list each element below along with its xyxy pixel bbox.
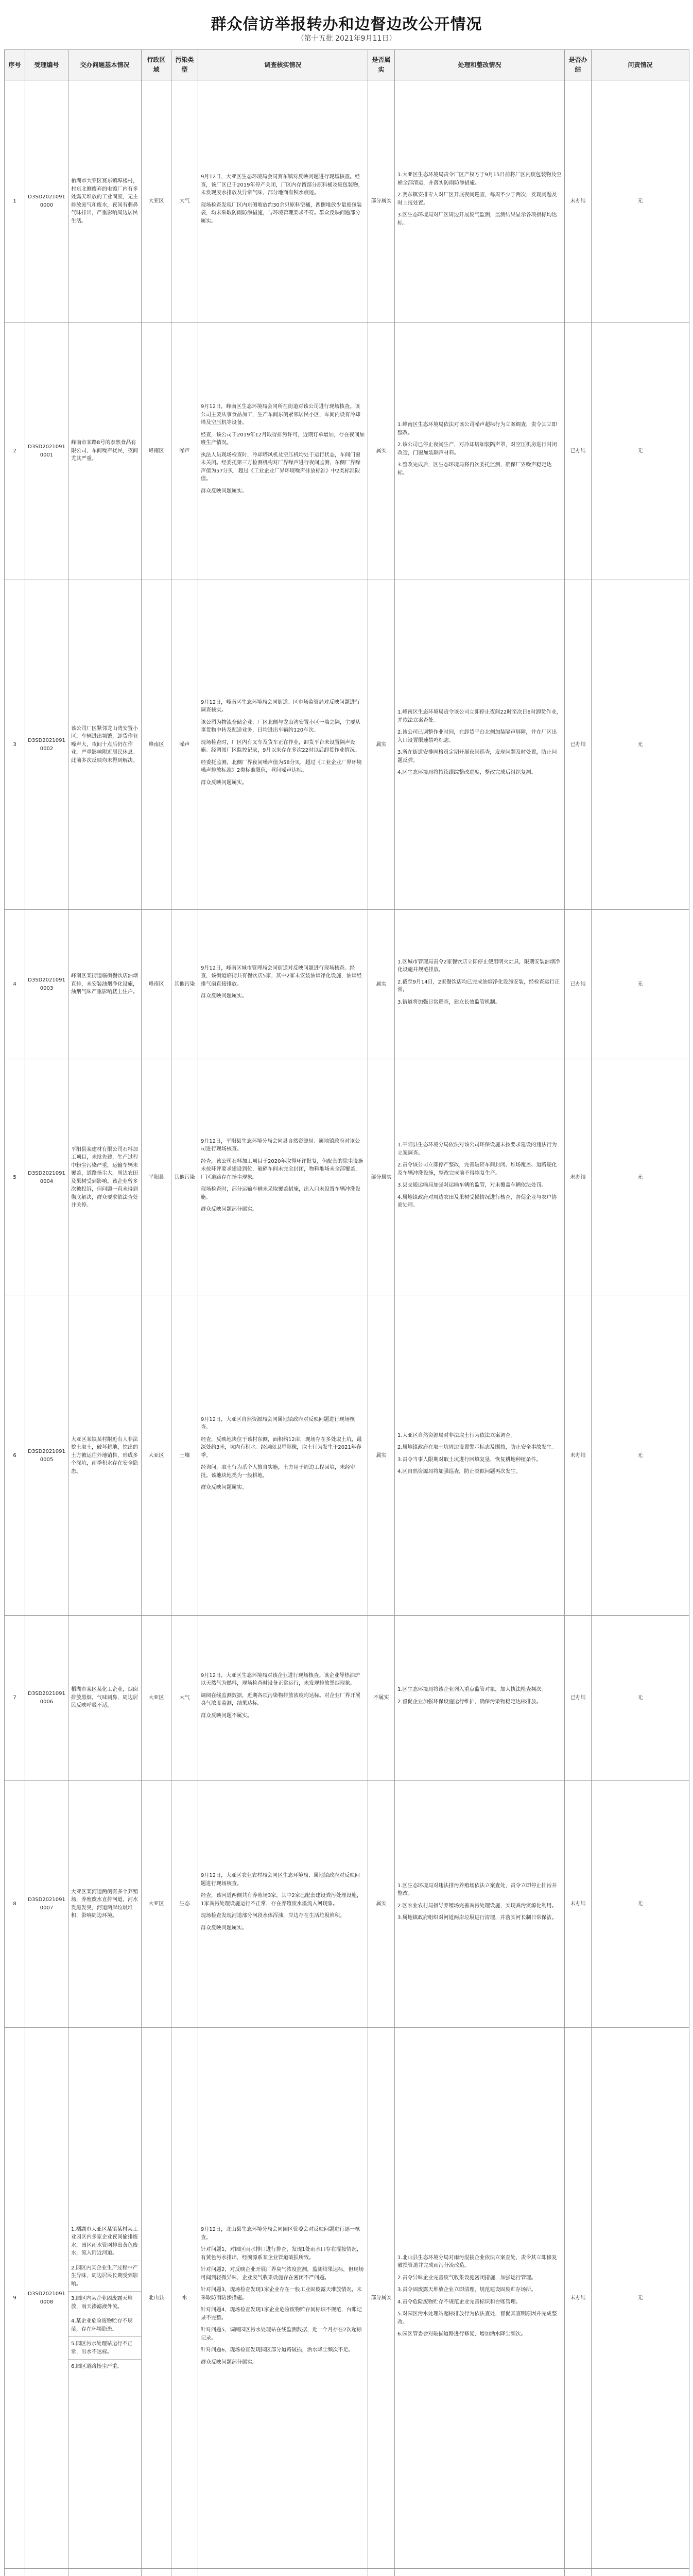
handling-paragraph: 2.赛东镇安排专人对厂区开展夜间巡查，每周不少于两次，发现问题及时上报处置。	[397, 192, 557, 206]
verification-paragraph: 针对问题3，现场检查发现1家企业存在一般工业固废露天堆放情况，未采取防雨防渗措施。	[201, 2287, 362, 2301]
header-cell: 是否办结	[565, 50, 592, 80]
verification-paragraph: 经查，该公司于2019年12月取得排污许可，近期订单增加，存在夜间加班生产情况。	[201, 432, 365, 446]
pollution-type: 土壤	[171, 1296, 198, 1616]
handling-paragraph: 1.区生态环境局对违法排污养殖场依法立案查处，责令立即停止排污并整改。	[397, 1883, 557, 1896]
table-row	[5, 1296, 689, 1616]
handling	[395, 2028, 565, 2569]
issue-description	[68, 2028, 142, 2569]
handling	[395, 1296, 565, 1616]
table-row	[5, 580, 689, 910]
truth-status: 属实	[368, 323, 395, 580]
verification-paragraph: 9月12日，大亚区农业农村局会同区生态环境局、属地镇政府对反映问题进行现场核查。	[201, 1873, 360, 1887]
completion-status: 已办结	[565, 1616, 592, 1781]
truth-status: 部分属实	[368, 1059, 395, 1296]
completion-status: 未办结	[565, 1059, 592, 1296]
verification-paragraph: 针对问题5，调阅园区污水处理站在线监测数据，近一个月存在2次超标记录。	[201, 2327, 362, 2341]
truth-status: 部分属实	[368, 2028, 395, 2569]
verification-paragraph: 9月12日，大亚区生态环境局会同赛东镇对反映问题进行现场核查。经查，该厂区已于2019年停产关闭，厂区内存留部分原料桶及废包装物，未发现废水排放及异常气味，部分地面有积水痕迹。	[201, 174, 363, 196]
header-cell: 交办问题基本情况	[68, 50, 142, 80]
pollution-type: 噪声	[171, 580, 198, 910]
pollution-type: 其他污染	[171, 910, 198, 1059]
handling-paragraph: 4.区自然资源局将加强巡查，防止类似问题再次发生。	[397, 1469, 521, 1475]
row-number: 3	[5, 580, 25, 910]
row-number: 2	[5, 323, 25, 580]
region: 峰南区	[142, 580, 171, 910]
region: 大亚区	[142, 1296, 171, 1616]
completion-status: 未办结	[565, 1296, 592, 1616]
verification	[198, 1059, 368, 1296]
verification	[198, 2569, 368, 2576]
handling-paragraph: 3.街道将加强日常巡查，建立长效监管机制。	[397, 999, 500, 1005]
completion-status	[565, 2569, 592, 2576]
issue-description	[68, 2569, 142, 2576]
handling-paragraph: 1.峰南区生态环境局责令该公司立即停止夜间22时至次日6时卸货作业，并依法立案查处。	[397, 709, 562, 723]
handling-paragraph: 3.责令当事人限期对取土坑进行回填复垦，恢复耕地种植条件。	[397, 1456, 542, 1463]
handling	[395, 80, 565, 323]
header-cell: 行政区域	[142, 50, 171, 80]
handling	[395, 1616, 565, 1781]
accountability: 无	[592, 80, 689, 323]
verification-paragraph: 群众反映问题属实。	[201, 1925, 247, 1931]
verification-paragraph: 9月12日，大亚区自然资源局会同属地镇政府对反映问题进行现场核查。	[201, 1416, 355, 1430]
verification-paragraph: 现场检查时，部分运输车辆未采取覆盖措施，出入口未设置车辆冲洗设施。	[201, 1187, 360, 1200]
pollution-type: 大气	[171, 1616, 198, 1781]
header-cell: 受理编号	[25, 50, 68, 80]
region: 北山县	[142, 2028, 171, 2569]
handling-paragraph: 3.县交通运输局加强对运输车辆的监管，对未覆盖车辆依法处罚。	[397, 1182, 547, 1189]
verification-paragraph: 调阅在线监测数据，近期各项污染物排放浓度均达标。对企业厂界开展臭气浓度监测，结果达标。	[201, 1692, 360, 1707]
handling-paragraph: 2.属地镇政府在取土坑周边设置警示标志及围挡，防止安全事故发生。	[397, 1445, 557, 1450]
handling-paragraph: 2.督促企业加强环保设施运行维护，确保污染物稳定达标排放。	[397, 1699, 542, 1705]
truth-status: 属实	[368, 910, 395, 1059]
pollution-type: 大气	[171, 80, 198, 323]
table-row	[5, 1616, 689, 1781]
header-cell: 问责情况	[592, 50, 689, 80]
case-code	[25, 2569, 68, 2576]
case-code: D3SD20210910008	[25, 2028, 68, 2569]
handling-paragraph: 2.区农业农村局指导养殖场完善粪污处理设施，实现粪污资源化利用。	[397, 1903, 557, 1909]
table-row	[5, 910, 689, 1059]
row-number: 6	[5, 1296, 25, 1616]
row-number: 7	[5, 1616, 25, 1781]
case-code: D3SD20210910002	[25, 580, 68, 910]
verification	[198, 1781, 368, 2028]
accountability: 无	[592, 1296, 689, 1616]
row-number: 4	[5, 910, 25, 1059]
region: 平阳县	[142, 1059, 171, 1296]
region: 大亚区	[142, 80, 171, 323]
pollution-type: 水	[171, 2028, 198, 2569]
issue-description: 大亚区某镇某村附近有人非法挖土取土，破坏耕地，挖出的土方被运往外地销售，形成多个深坑，雨季积水存在安全隐患。	[68, 1296, 142, 1616]
accountability: 无	[592, 1059, 689, 1296]
accountability: 无	[592, 1616, 689, 1781]
verification	[198, 910, 368, 1059]
truth-status: 属实	[368, 580, 395, 910]
accountability: 无	[592, 323, 689, 580]
handling-paragraph: 1.大亚区生态环境局责令厂区产权方于9月15日前将厂区内废包装物及空桶全部清运，并落实防雨防渗措施。	[397, 172, 562, 186]
verification-paragraph: 群众反映问题部分属实。	[201, 2359, 257, 2365]
verification	[198, 80, 368, 323]
handling-paragraph: 1.平阳县生态环境分局依法对该公司环保设施未按要求建设的违法行为立案调查。	[397, 1142, 557, 1156]
header-cell: 污染类型	[171, 50, 198, 80]
table-row	[5, 2569, 689, 2576]
pollution-type: 噪声	[171, 323, 198, 580]
pollution-type: 生态	[171, 1781, 198, 2028]
accountability: 无	[592, 2028, 689, 2569]
handling-paragraph: 3.属地镇政府组织对河道两岸垃圾进行清理，并落实河长制日常保洁。	[397, 1915, 557, 1921]
verification	[198, 580, 368, 910]
verification-paragraph: 针对问题1，对园区雨水排口进行排查，发现1处雨水口存在混接情况，有黄色污水排出，经溯源系某企业管道破损所致。	[201, 2247, 362, 2261]
verification-paragraph: 执法人员现场检查时，冷却塔风机及空压机均处于运行状态，车间门窗未关闭。经委托第三方检测机构对厂界噪声进行夜间监测，东侧厂界噪声值为57分贝，超过《工业企业厂界环境噪声排放标准》中2类标准限值。	[201, 452, 360, 482]
accountability: 无	[592, 910, 689, 1059]
handling-paragraph: 1.区生态环境局将该企业列入重点监管对象，加大执法检查频次。	[397, 1687, 547, 1692]
case-code: D3SD20210910005	[25, 1296, 68, 1616]
truth-status	[368, 2569, 395, 2576]
handling-paragraph: 3.区生态环境局对厂区周边开展废气监测，监测结果显示各项指标均达标。	[397, 212, 557, 226]
verification-paragraph: 经查，反映地块位于该村东侧，面积约12亩，现场存在多处取土坑，最深处约3米，坑内有积水。经调阅卫星影像，取土行为发生于2021年春季。	[201, 1436, 362, 1459]
verification-paragraph: 9月12日，大亚区生态环境局对该企业进行现场核查。该企业导热油炉以天然气为燃料，现场检查时设备正常运行，未发现排放黑烟现象。	[201, 1672, 360, 1687]
verification-paragraph: 经查，该公司石料加工项目于2020年取得环评批复，但配套的除尘设施未按环评要求建设到位，破碎车间未完全封闭，物料堆场未全部覆盖，厂区道路存在扬尘现象。	[201, 1158, 363, 1180]
verification-paragraph: 9月12日，峰南区城市管理局会同街道对反映问题进行现场核查。经查，该街道临街共有餐饮店5家，其中2家未安装油烟净化设施，油烟经排气扇直接排放。	[201, 965, 362, 987]
issue-description: 栖湖市某区某化工企业，烟囱排放黑烟，气味刺鼻，周边居民反映呼吸不适。	[68, 1616, 142, 1781]
truth-status: 部分属实	[368, 80, 395, 323]
header-cell: 序号	[5, 50, 25, 80]
accountability	[592, 2569, 689, 2576]
region: 大亚区	[142, 1781, 171, 2028]
completion-status: 已办结	[565, 910, 592, 1059]
case-code: D3SD20210910000	[25, 80, 68, 323]
issue-description: 峰南区某街道临街餐饮店油烟直排，未安装油烟净化设施，油烟气味严重影响楼上住户。	[68, 910, 142, 1059]
completion-status: 未办结	[565, 2028, 592, 2569]
row-number: 8	[5, 1781, 25, 2028]
region: 峰南区	[142, 910, 171, 1059]
verification-paragraph: 针对问题4，现场检查发现1家企业危险废物贮存间标识不规范，台账记录不完整。	[201, 2307, 362, 2321]
verification	[198, 323, 368, 580]
handling-paragraph: 4.责令危险废物贮存不规范企业完善标识和台账管理。	[397, 2299, 521, 2305]
page-subtitle: （第十五批 2021年9月11日）	[297, 35, 396, 43]
header-cell: 处理和整改情况	[395, 50, 565, 80]
region: 峰南区	[142, 323, 171, 580]
verification	[198, 1616, 368, 1781]
pollution-type	[171, 2569, 198, 2576]
verification-paragraph: 群众反映问题不属实。	[201, 1713, 252, 1719]
completion-status: 已办结	[565, 580, 592, 910]
row-number	[5, 2569, 25, 2576]
table-row	[5, 1059, 689, 1296]
verification	[198, 1296, 368, 1616]
handling-paragraph: 3.所在街道安排网格员定期开展夜间巡查，发现问题及时处置，防止问题反弹。	[397, 750, 557, 764]
verification-paragraph: 经查，该河道两侧共有养殖场3家，其中2家已配套建设粪污处理设施，1家粪污处理设施运行不正常，存在养殖废水溢流入河现象。	[201, 1893, 362, 1907]
issue-item: 2.园区内某企业生产过程中产生异味，周边居民长期受到影响。	[68, 2261, 141, 2292]
verification-paragraph: 9月12日，平阳县生态环境分局会同县自然资源局、属地镇政府对该公司进行现场核查。	[201, 1138, 360, 1152]
verification-paragraph: 针对问题2，对反映企业开展厂界臭气浓度监测，监测结果达标，但现场可闻到轻微异味，企业废气收集设施存在密闭不严问题。	[201, 2267, 364, 2281]
verification-paragraph: 群众反映问题部分属实。	[201, 1207, 257, 1212]
truth-status: 属实	[368, 1781, 395, 2028]
handling-paragraph: 2.责令异味企业完善废气收集设施密闭措施，加强运行管理。	[397, 2275, 536, 2281]
verification-paragraph: 群众反映问题属实。	[201, 779, 247, 786]
handling-paragraph: 4.区生态环境局将持续跟踪整改进度，整改完成后组织复测。	[397, 770, 536, 776]
issue-item: 4.某企业危险废物贮存不规范，存在环境隐患。	[68, 2314, 141, 2337]
row-number: 9	[5, 2028, 25, 2569]
handling-paragraph: 6.园区管委会对破损道路进行修复，增加洒水降尘频次。	[397, 2331, 526, 2337]
accountability: 无	[592, 580, 689, 910]
disclosure-table	[4, 49, 689, 2576]
handling-paragraph: 1.北山县生态环境分局对雨污混接企业依法立案查处，责令其立即修复破损管道并完成雨污分流改造。	[397, 2255, 557, 2268]
handling-paragraph: 2.该公司已调整作业时间，在卸货平台北侧加装隔声屏障，并在厂区出入口设置限速禁鸣标志。	[397, 730, 557, 743]
issue-description: 平阳县某建材有限公司石料加工项目，未批先建，生产过程中粉尘污染严重，运输车辆未覆盖，道路扬尘大，周边农田及果树受到影响。该企业曾多次被投诉，但问题一直未得到彻底解决，群众要求依法查处并关停。	[68, 1059, 142, 1296]
issue-item: 1.栖湖市大亚区某镇某村某工业园区内多家企业夜间偷排废水，园区雨水管网排出黄色废水，流入附近河道。	[68, 2223, 141, 2261]
case-code: D3SD20210910001	[25, 323, 68, 580]
case-code: D3SD20210910007	[25, 1781, 68, 2028]
case-code: D3SD20210910003	[25, 910, 68, 1059]
verification-paragraph: 经委托监测，北侧厂界夜间噪声值为58分贝，超过《工业企业厂界环境噪声排放标准》2类标准限值，昼间噪声达标。	[201, 759, 362, 774]
handling-paragraph: 2.该公司已停止夜间生产，对冷却塔加装隔声罩，对空压机房进行封闭改造，门窗加装隔声材料。	[397, 442, 557, 456]
verification-paragraph: 群众反映问题属实。	[201, 993, 247, 999]
issue-description: 大亚区某河道两侧有多个养殖场，养殖废水直排河道，河水发黑发臭，河道两岸垃圾堆积，影响周边环境。	[68, 1781, 142, 2028]
verification	[198, 2028, 368, 2569]
region: 大亚区	[142, 1616, 171, 1781]
handling	[395, 1781, 565, 2028]
table-header-row	[5, 50, 689, 80]
truth-status: 属实	[368, 1296, 395, 1616]
verification-paragraph: 该公司为物流仓储企业，厂区北侧与龙山湾安置小区一墙之隔，主要从事货物中转及配送业务，日均进出车辆约120车次。	[201, 719, 360, 734]
completion-status: 未办结	[565, 1781, 592, 2028]
table-row	[5, 1781, 689, 2028]
pollution-type: 其他污染	[171, 1059, 198, 1296]
handling-paragraph: 2.截至9月14日，2家餐饮店均已完成油烟净化设施安装，经检查运行正常。	[397, 979, 560, 993]
row-number: 5	[5, 1059, 25, 1296]
handling-paragraph: 1.大亚区自然资源局对非法取土行为依法立案调查。	[397, 1432, 516, 1438]
handling-paragraph: 5.对园区污水处理站超标排放行为依法查处，督促其查明原因并完成整改。	[397, 2311, 557, 2325]
handling	[395, 1059, 565, 1296]
region	[142, 2569, 171, 2576]
issue-description: 该公司厂区紧邻龙山湾安置小区，车辆进出频繁，卸货作业噪声大，夜间十点后仍在作业，严重影响附近居民休息。此前多次反映均未得到解决。	[68, 580, 142, 910]
issue-description: 峰南市某路8号的泰然食品有限公司，车间噪声扰民，夜间尤其严重。	[68, 323, 142, 580]
handling-paragraph: 3.责令固废露天堆放企业立即清理，规范建设固废贮存场所。	[397, 2287, 536, 2293]
handling	[395, 2569, 565, 2576]
handling-paragraph: 1.峰南区生态环境局依法对该公司噪声超标行为立案调查，责令其立即整改。	[397, 422, 557, 436]
case-code: D3SD20210910004	[25, 1059, 68, 1296]
header-cell: 是否属实	[368, 50, 395, 80]
issue-description: 栖湖市大亚区赛东镇埠楼村，村东北侧废弃的电镀厂内有多处露天堆放的工业固废，无主排放废气和废水，夜间有刺鼻气味排出，严重影响周边居民生活。	[68, 80, 142, 323]
handling	[395, 323, 565, 580]
verification-paragraph: 现场检查发现厂区内东侧堆放约30余只原料空桶，西侧堆放少量废包装袋，均未采取防雨防渗措施，与环境管理要求不符。群众反映问题部分属实。	[201, 202, 362, 224]
issue-item: 6.园区道路扬尘严重。	[71, 2364, 123, 2369]
accountability: 无	[592, 1781, 689, 2028]
handling	[395, 910, 565, 1059]
table-row	[5, 323, 689, 580]
handling-paragraph: 3.整改完成后，区生态环境局将再次委托监测，确保厂界噪声稳定达标。	[397, 462, 552, 476]
issue-item: 5.园区污水处理站运行不正常，出水不达标。	[68, 2337, 141, 2360]
handling-paragraph: 1.区城市管理局责令2家餐饮店立即停止使用明火灶具，限期安装油烟净化设施并规范排放。	[397, 959, 560, 973]
verification-paragraph: 针对问题6，现场检查发现园区部分道路破损，洒水降尘频次不足。	[201, 2347, 354, 2353]
truth-status: 不属实	[368, 1616, 395, 1781]
case-code: D3SD20210910006	[25, 1616, 68, 1781]
verification-paragraph: 经询问，取土行为系个人擅自实施，土方用于周边工程回填，未经审批。该地块地类为一般耕地。	[201, 1465, 355, 1479]
issue-item: 3.园区内某企业固废露天堆放，雨天渗滤液外流。	[68, 2292, 141, 2314]
header-cell: 调查核实情况	[198, 50, 368, 80]
handling	[395, 580, 565, 910]
row-number: 1	[5, 80, 25, 323]
verification-paragraph: 现场检查时，厂区内有叉车及货车正在作业，卸货平台未设置隔声设施。经调阅厂区监控记录，9月以来存在多次22时以后卸货作业情况。	[201, 739, 360, 754]
verification-paragraph: 9月12日，北山县生态环境分局会同园区管委会对反映问题进行逐一核查。	[201, 2227, 360, 2241]
completion-status: 未办结	[565, 80, 592, 323]
handling-paragraph: 4.属地镇政府对周边农田及果树受损情况进行核查，督促企业与农户协商处理。	[397, 1194, 557, 1209]
verification-paragraph: 现场检查发现河道部分河段水体浑浊，岸边存在生活垃圾堆积。	[201, 1913, 345, 1919]
verification-paragraph: 9月12日，峰南区生态环境局会同街道、区市场监管局对反映问题进行调查核实。	[201, 699, 360, 714]
verification-paragraph: 群众反映问题属实。	[201, 1485, 247, 1490]
completion-status: 已办结	[565, 323, 592, 580]
verification-paragraph: 9月12日，峰南区生态环境局会同所在街道对该公司进行现场核查。该公司主要从事食品加工，生产车间东侧紧邻居民小区，车间内设有冷却塔及空压机等设备。	[201, 404, 360, 426]
verification-paragraph: 群众反映问题属实。	[201, 488, 247, 494]
table-row	[5, 2028, 689, 2569]
handling-paragraph: 2.责令该公司立即停产整改，完善破碎车间封闭、堆场覆盖、道路硬化及车辆冲洗设施，整改完成前不得恢复生产。	[397, 1162, 557, 1176]
page-title: 群众信访举报转办和边督边改公开情况	[211, 15, 482, 33]
table-row	[5, 80, 689, 323]
